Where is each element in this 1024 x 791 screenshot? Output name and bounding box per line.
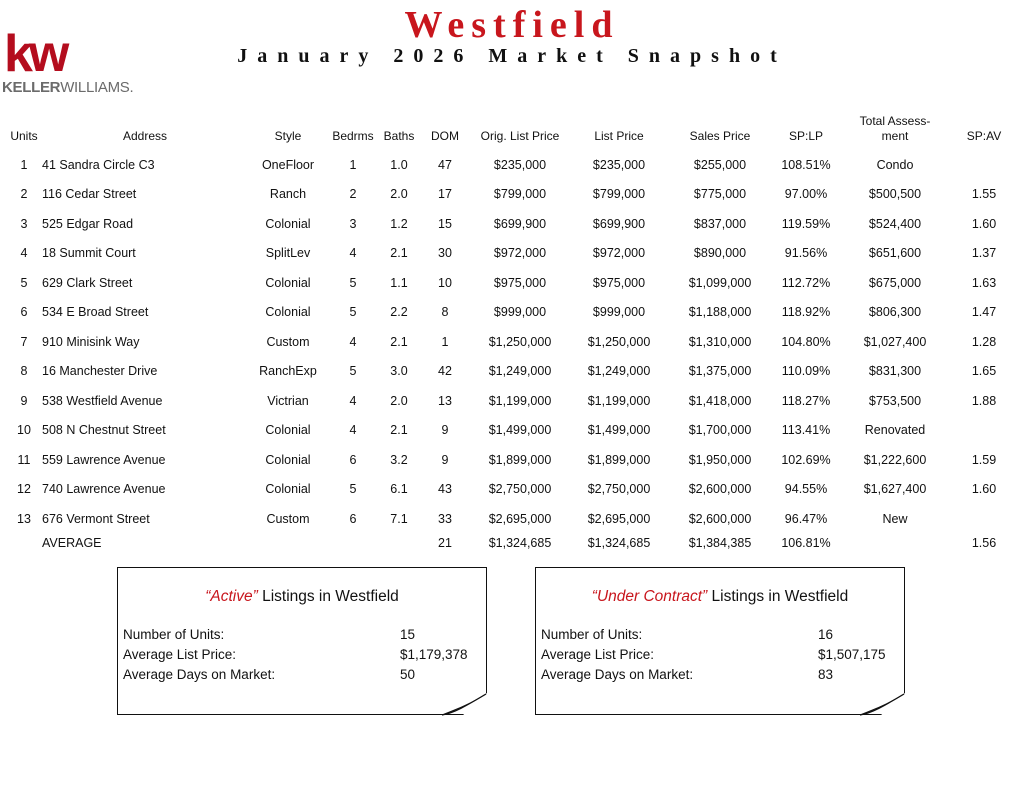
table-row xyxy=(6,327,1018,357)
cell-style: Custom xyxy=(266,511,310,526)
cell-list-price: $2,695,000 xyxy=(587,511,651,526)
col-sp-av: SP:AV xyxy=(966,129,1002,143)
cell-list-price: $1,249,000 xyxy=(587,364,651,379)
cell-unit: 3 xyxy=(20,216,28,231)
cell-sales-price: $1,375,000 xyxy=(688,364,752,379)
cell-style: Colonial xyxy=(265,275,311,290)
cell-orig-list-price: $1,899,000 xyxy=(488,452,552,467)
table-row xyxy=(6,386,1018,416)
cell-unit: 12 xyxy=(17,482,31,497)
cell-style: Colonial xyxy=(265,216,311,231)
avg-sales-price: $1,384,385 xyxy=(688,535,752,550)
cell-baths: 3.0 xyxy=(390,364,408,379)
cell-unit: 2 xyxy=(20,187,28,202)
cell-sp-lp: 119.59% xyxy=(781,216,831,231)
cell-baths: 2.1 xyxy=(390,334,408,349)
contract-price-value: $1,507,175 xyxy=(818,647,886,662)
cell-orig-list-price: $2,695,000 xyxy=(488,511,552,526)
cell-list-price: $972,000 xyxy=(592,246,646,261)
avg-empty xyxy=(840,534,950,556)
active-card-title xyxy=(118,588,486,606)
col-total-assessment-line1: Total Assess- xyxy=(859,114,931,128)
cell-dom: 15 xyxy=(438,216,452,231)
cell-unit: 8 xyxy=(20,364,28,379)
cell-list-price: $1,250,000 xyxy=(587,334,651,349)
cell-dom: 9 xyxy=(441,423,449,438)
cell-bedrms: 5 xyxy=(349,275,357,290)
cell-address: 559 Lawrence Avenue xyxy=(42,452,166,467)
table-row xyxy=(6,239,1018,269)
under-contract-card xyxy=(535,567,905,715)
cell-list-price: $1,899,000 xyxy=(587,452,651,467)
active-price-value: $1,179,378 xyxy=(400,647,468,662)
cell-bedrms: 6 xyxy=(349,452,357,467)
cell-style: Colonial xyxy=(265,452,311,467)
active-units-value: 15 xyxy=(400,627,416,642)
cell-list-price: $1,199,000 xyxy=(587,393,651,408)
contract-card-title xyxy=(536,588,904,606)
cell-orig-list-price: $799,000 xyxy=(493,187,547,202)
table-row xyxy=(6,298,1018,328)
cell-total-assessment: $1,222,600 xyxy=(863,452,927,467)
cell-total-assessment: New xyxy=(882,511,908,526)
cell-sales-price: $2,600,000 xyxy=(688,482,752,497)
cell-unit: 13 xyxy=(17,511,31,526)
cell-list-price: $1,499,000 xyxy=(587,423,651,438)
cell-sales-price: $1,700,000 xyxy=(688,423,752,438)
cell-address: 508 N Chestnut Street xyxy=(42,423,166,438)
col-sp-lp: SP:LP xyxy=(788,129,824,143)
cell-sp-av: 1.28 xyxy=(971,334,997,349)
cell-sales-price: $1,418,000 xyxy=(688,393,752,408)
contract-price-label: Average List Price: xyxy=(541,647,655,662)
cell-orig-list-price: $1,499,000 xyxy=(488,423,552,438)
cell-baths: 6.1 xyxy=(390,482,408,497)
cell-unit: 5 xyxy=(20,275,28,290)
cell-sp-lp: 97.00% xyxy=(784,187,828,202)
average-row xyxy=(6,534,1018,556)
cell-orig-list-price: $975,000 xyxy=(493,275,547,290)
cell-dom: 42 xyxy=(438,364,452,379)
col-list-price: List Price xyxy=(594,129,644,143)
avg-dom: 21 xyxy=(438,535,452,550)
logo-name-rest: WILLIAMS. xyxy=(60,79,134,96)
cell-total-assessment: $753,500 xyxy=(868,393,922,408)
cell-address: 910 Minisink Way xyxy=(42,334,140,349)
col-baths: Baths xyxy=(383,129,415,143)
cell-orig-list-price: $2,750,000 xyxy=(488,482,552,497)
cell-orig-list-price: $699,900 xyxy=(493,216,547,231)
cell-baths: 1.1 xyxy=(390,275,408,290)
avg-empty xyxy=(6,534,42,556)
cell-address: 41 Sandra Circle C3 xyxy=(42,157,155,172)
col-orig-list-price: Orig. List Price xyxy=(480,129,560,143)
cell-address: 534 E Broad Street xyxy=(42,305,149,320)
cell-list-price: $2,750,000 xyxy=(587,482,651,497)
cell-baths: 2.2 xyxy=(390,305,408,320)
cell-bedrms: 4 xyxy=(349,334,357,349)
cell-sp-lp: 94.55% xyxy=(784,482,828,497)
cell-baths: 7.1 xyxy=(390,511,408,526)
cell-total-assessment: $524,400 xyxy=(868,216,922,231)
cell-orig-list-price: $1,249,000 xyxy=(488,364,552,379)
cell-sp-lp: 104.80% xyxy=(781,334,831,349)
table-row xyxy=(6,357,1018,387)
active-card-title-rest: Listings in Westfield xyxy=(257,588,399,605)
cell-address: 16 Manchester Drive xyxy=(42,364,158,379)
avg-empty xyxy=(378,534,420,556)
table-row xyxy=(6,475,1018,505)
logo-wordmark xyxy=(2,79,133,96)
cell-sp-lp: 96.47% xyxy=(784,511,828,526)
cell-address: 538 Westfield Avenue xyxy=(42,393,163,408)
contract-dom-value: 83 xyxy=(818,667,834,682)
cell-sales-price: $1,099,000 xyxy=(688,275,752,290)
contract-card-title-emph: “Under Contract” xyxy=(591,588,708,605)
cell-bedrms: 6 xyxy=(349,511,357,526)
cell-sp-av: 1.55 xyxy=(971,187,997,202)
col-sales-price: Sales Price xyxy=(689,129,751,143)
cell-baths: 2.1 xyxy=(390,246,408,261)
active-dom-label: Average Days on Market: xyxy=(123,667,276,682)
table-row xyxy=(6,416,1018,446)
cell-sales-price: $890,000 xyxy=(693,246,747,261)
page-title: Westfield xyxy=(404,4,620,46)
cell-total-assessment: $651,600 xyxy=(868,246,922,261)
page-curl-icon xyxy=(440,692,488,716)
cell-total-assessment: $806,300 xyxy=(868,305,922,320)
cell-address: 525 Edgar Road xyxy=(42,216,134,231)
sales-table xyxy=(6,100,1018,556)
cell-bedrms: 4 xyxy=(349,246,357,261)
col-style: Style xyxy=(274,129,302,143)
cell-list-price: $975,000 xyxy=(592,275,646,290)
table-row xyxy=(6,445,1018,475)
avg-sp-lp: 106.81% xyxy=(781,535,831,550)
cell-address: 629 Clark Street xyxy=(42,275,133,290)
cell-address: 18 Summit Court xyxy=(42,246,136,261)
cell-baths: 1.0 xyxy=(390,157,408,172)
cell-dom: 30 xyxy=(438,246,452,261)
cell-total-assessment: Renovated xyxy=(864,423,926,438)
cell-dom: 33 xyxy=(438,511,452,526)
cell-sp-av xyxy=(950,150,1018,180)
cell-unit: 6 xyxy=(20,305,28,320)
cell-orig-list-price: $972,000 xyxy=(493,246,547,261)
cell-style: Colonial xyxy=(265,482,311,497)
cell-style: Ranch xyxy=(269,187,307,202)
cell-bedrms: 5 xyxy=(349,482,357,497)
cell-sp-lp: 102.69% xyxy=(781,452,831,467)
active-card-title-emph: “Active” xyxy=(205,588,258,605)
cell-sp-lp: 118.92% xyxy=(781,305,831,320)
active-listings-card xyxy=(117,567,487,715)
cell-sales-price: $1,188,000 xyxy=(688,305,752,320)
cell-sp-av: 1.37 xyxy=(971,246,997,261)
cell-style: SplitLev xyxy=(265,246,311,261)
cell-orig-list-price: $235,000 xyxy=(493,157,547,172)
cell-orig-list-price: $1,199,000 xyxy=(488,393,552,408)
contract-card-title-rest: Listings in Westfield xyxy=(707,588,849,605)
cell-bedrms: 5 xyxy=(349,364,357,379)
cell-dom: 9 xyxy=(441,452,449,467)
cell-baths: 2.0 xyxy=(390,393,408,408)
col-bedrms: Bedrms xyxy=(332,129,374,143)
cell-sales-price: $1,950,000 xyxy=(688,452,752,467)
cell-dom: 47 xyxy=(438,157,452,172)
cell-sales-price: $255,000 xyxy=(693,157,747,172)
cell-sales-price: $1,310,000 xyxy=(688,334,752,349)
cell-total-assessment: $675,000 xyxy=(868,275,922,290)
cell-address: 740 Lawrence Avenue xyxy=(42,482,166,497)
page-subtitle: January 2026 Market Snapshot xyxy=(237,45,787,67)
cell-dom: 1 xyxy=(441,334,449,349)
cell-sp-av: 1.47 xyxy=(971,305,997,320)
col-units: Units xyxy=(10,129,38,143)
active-units-label: Number of Units: xyxy=(123,627,225,642)
cell-sp-lp: 113.41% xyxy=(781,423,831,438)
cell-dom: 17 xyxy=(438,187,452,202)
cell-sp-av xyxy=(950,416,1018,446)
cell-baths: 2.1 xyxy=(390,423,408,438)
cell-address: 676 Vermont Street xyxy=(42,511,150,526)
cell-sp-av: 1.59 xyxy=(971,452,997,467)
cell-dom: 43 xyxy=(438,482,452,497)
logo-name-bold: KELLER xyxy=(2,79,61,96)
active-price-label: Average List Price: xyxy=(123,647,237,662)
cell-orig-list-price: $999,000 xyxy=(493,305,547,320)
cell-sp-lp: 110.09% xyxy=(781,364,831,379)
cell-total-assessment: $831,300 xyxy=(868,364,922,379)
cell-style: Colonial xyxy=(265,305,311,320)
col-address: Address xyxy=(122,129,168,143)
cell-bedrms: 4 xyxy=(349,393,357,408)
contract-dom-label: Average Days on Market: xyxy=(541,667,694,682)
cell-orig-list-price: $1,250,000 xyxy=(488,334,552,349)
table-row xyxy=(6,504,1018,534)
avg-empty xyxy=(328,534,378,556)
contract-units-value: 16 xyxy=(818,627,834,642)
cell-style: OneFloor xyxy=(261,157,315,172)
cell-sp-lp: 118.27% xyxy=(781,393,831,408)
cell-baths: 1.2 xyxy=(390,216,408,231)
cell-dom: 10 xyxy=(438,275,452,290)
cell-unit: 4 xyxy=(20,246,28,261)
cell-style: Custom xyxy=(266,334,310,349)
contract-units-label: Number of Units: xyxy=(541,627,643,642)
cell-style: Colonial xyxy=(265,423,311,438)
table-row xyxy=(6,268,1018,298)
cell-bedrms: 5 xyxy=(349,305,357,320)
cell-style: Victrian xyxy=(267,393,309,408)
cell-sp-av: 1.60 xyxy=(971,482,997,497)
cell-bedrms: 3 xyxy=(349,216,357,231)
cell-unit: 7 xyxy=(20,334,28,349)
cell-sp-lp: 112.72% xyxy=(781,275,831,290)
cell-list-price: $799,000 xyxy=(592,187,646,202)
col-total-assessment-line2: ment xyxy=(881,129,909,143)
page-curl-icon xyxy=(858,692,906,716)
cell-total-assessment: $500,500 xyxy=(868,187,922,202)
cell-sp-av: 1.65 xyxy=(971,364,997,379)
cell-unit: 1 xyxy=(20,157,28,172)
cell-list-price: $999,000 xyxy=(592,305,646,320)
cell-total-assessment: Condo xyxy=(876,157,914,172)
avg-label: AVERAGE xyxy=(42,535,102,550)
table-header-row xyxy=(6,100,1018,150)
cell-sp-av: 1.88 xyxy=(971,393,997,408)
cell-unit: 10 xyxy=(17,423,31,438)
avg-orig-list-price: $1,324,685 xyxy=(488,535,552,550)
cell-sp-av: 1.60 xyxy=(971,216,997,231)
cell-sp-lp: 108.51% xyxy=(781,157,831,172)
col-dom: DOM xyxy=(431,129,459,143)
avg-list-price: $1,324,685 xyxy=(587,535,651,550)
cell-unit: 9 xyxy=(20,393,28,408)
active-dom-value: 50 xyxy=(400,667,416,682)
cell-sales-price: $775,000 xyxy=(693,187,747,202)
cell-dom: 13 xyxy=(438,393,452,408)
cell-baths: 2.0 xyxy=(390,187,408,202)
cell-sp-av: 1.63 xyxy=(971,275,997,290)
kw-logo-mark: kw xyxy=(4,25,66,83)
avg-sp-av: 1.56 xyxy=(971,535,997,550)
cell-bedrms: 1 xyxy=(349,157,357,172)
cell-total-assessment: $1,627,400 xyxy=(863,482,927,497)
table-row xyxy=(6,209,1018,239)
cell-unit: 11 xyxy=(17,452,31,467)
col-total-assessment xyxy=(840,100,950,150)
cell-sp-lp: 91.56% xyxy=(784,246,828,261)
cell-bedrms: 4 xyxy=(349,423,357,438)
cell-list-price: $699,900 xyxy=(592,216,646,231)
cell-sp-av xyxy=(950,504,1018,534)
cell-sales-price: $2,600,000 xyxy=(688,511,752,526)
cell-list-price: $235,000 xyxy=(592,157,646,172)
cell-dom: 8 xyxy=(441,305,449,320)
table-row xyxy=(6,180,1018,210)
cell-sales-price: $837,000 xyxy=(693,216,747,231)
cell-address: 116 Cedar Street xyxy=(42,187,137,202)
avg-empty xyxy=(248,534,328,556)
table-row xyxy=(6,150,1018,180)
cell-style: RanchExp xyxy=(259,364,317,379)
cell-bedrms: 2 xyxy=(349,187,357,202)
cell-baths: 3.2 xyxy=(390,452,408,467)
cell-total-assessment: $1,027,400 xyxy=(863,334,927,349)
